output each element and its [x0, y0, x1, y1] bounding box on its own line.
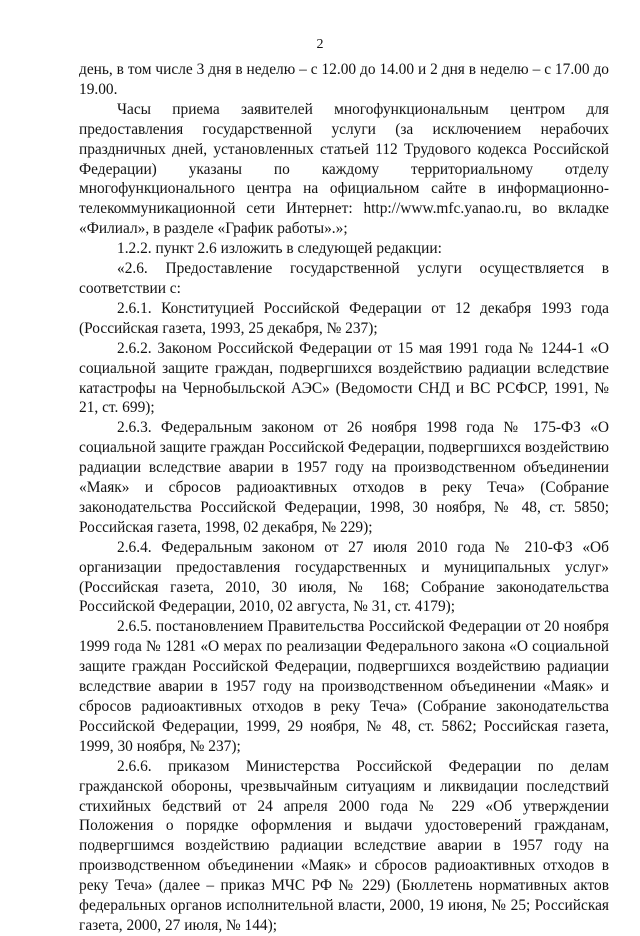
paragraph-schedule-continuation: день, в том числе 3 дня в неделю – с 12.00 до 14.00 и 2 дня в неделю – с 17.00 до 19.00.	[79, 61, 609, 98]
page-number: 2	[316, 37, 324, 52]
paragraph-item-2-6-1: 2.6.1. Конституцией Российской Федерации от 12 декабря 1993 года (Российская газета, 1993, 25 декабря, № 237);	[79, 299, 609, 337]
document-body	[79, 60, 609, 936]
paragraph-item-2-6: «2.6. Предоставление государственной услуги осуществляется в соответствии с:	[79, 260, 609, 297]
paragraph-item-1-2-2: 1.2.2. пункт 2.6 изложить в следующей редакции:	[117, 240, 442, 258]
paragraph-item-2-6-2: 2.6.2. Законом Российской Федерации от 15 мая 1991 года № 1244-1 «О социальной защите граждан, подвергшихся воздействию радиации вследствие катастрофы на Чернобыльской АЭС» (Ведомости СНД и ВС РСФСР, 1991, № 21, ст. 699);	[79, 339, 609, 417]
paragraph-item-2-6-3: 2.6.3. Федеральным законом от 26 ноября 1998 года № 175-ФЗ «О социальной защите граждан Российской Федерации, подвергшихся воздействию радиации вследствие аварии в 1957 году на производственном объединении «Маяк» и сбросов радиоактивных отходов в реку Теча» (Собрание законодательства Российской Федерации, 1998, 30 ноября, № 48, ст. 5850; Российская газета, 1998, 02 декабря, № 229);	[79, 419, 609, 536]
paragraph-item-2-6-5: 2.6.5. постановлением Правительства Российской Федерации от 20 ноября 1999 года № 1281 «О мерах по реализации Федерального закона «О социальной защите граждан Российской Федерации, подвергшихся воздействию радиации вследствие аварии в 1957 году на производственном объединении «Маяк» и сбросов радиоактивных отходов в реку Теча» (Собрание законодательства Российской Федерации, 1999, 29 ноября, № 48, ст. 5862; Российская газета, 1999, 30 ноября, № 237);	[79, 618, 609, 755]
paragraph-reception-hours: Часы приема заявителей многофункциональным центром для предоставления государственной услуги (за исключением нерабочих праздничных дней, установленных статьей 112 Трудового кодекса Российской Федерации) указаны по каждому территориальному отделу многофункционального центра на официальном сайте в информационно-телекоммуникационной сети Интернет: http://www.mfc.yanao.ru, во вкладке «Филиал», в разделе «График работы».»;	[79, 100, 609, 238]
paragraph-item-2-6-6: 2.6.6. приказом Министерства Российской Федерации по делам гражданской обороны, чрезвычайным ситуациям и ликвидации последствий стихийных бедствий от 24 апреля 2000 года № 229 «Об утверждении Положения о порядке оформления и выдачи удостоверений гражданам, подвергшимся воздействию радиации вследствие аварии в 1957 году на производственном объединении «Маяк» и сбросов радиоактивных отходов в реку Теча» (далее – приказ МЧС РФ № 229) (Бюллетень нормативных актов федеральных органов исполнительной власти, 2000, 19 июня, № 25; Российская газета, 2000, 27 июля, № 144);	[79, 757, 609, 934]
paragraph-item-2-6-4: 2.6.4. Федеральным законом от 27 июля 2010 года № 210-ФЗ «Об организации предоставления государственных и муниципальных услуг» (Российская газета, 2010, 30 июля, № 168; Собрание законодательства Российской Федерации, 2010, 02 августа, № 31, ст. 4179);	[79, 538, 609, 616]
